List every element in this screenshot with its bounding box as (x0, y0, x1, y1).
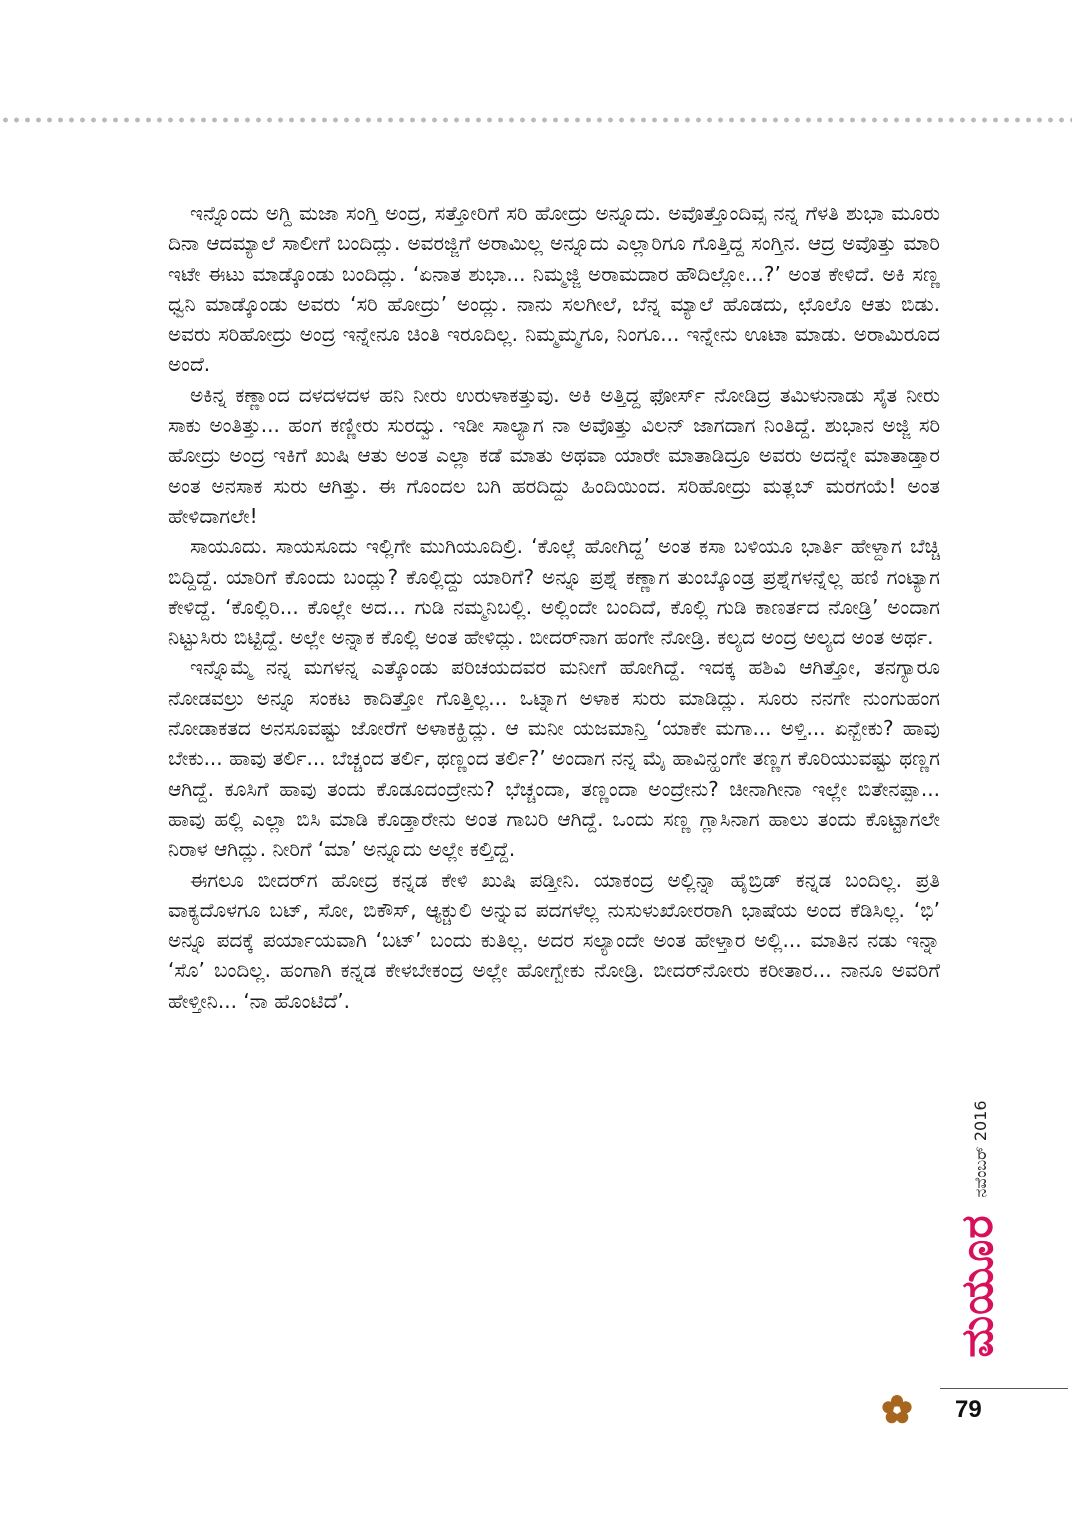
paragraph-2: ಅಕಿನ್ನ ಕಣ್ಣಾಂದ ದಳದಳದಳ ಹನಿ ನೀರು ಉರುಳಾಕತ್ತುವು. ಅಕಿ ಅತ್ತಿದ್ದ ಫೋರ್ಸ್ ನೋಡಿದ್ರ ತಮಿಳುನಾಡು ಸೈತ ನೀರು ಸಾಕು ಅಂತಿತ್ತು... ಹಂಗ ಕಣ್ಣೀರು ಸುರದ್ವು. ಇಡೀ ಸಾಲ್ಯಾಗ ನಾ ಅವೊತ್ತು ವಿಲನ್ ಜಾಗದಾಗ ನಿಂತಿದ್ದೆ. ಶುಭಾನ ಅಜ್ಜಿ ಸರಿ ಹೋದ್ರು ಅಂದ್ರ ಇಕಿಗೆ ಖುಷಿ ಆತು ಅಂತ ಎಲ್ಲಾ ಕಡೆ ಮಾತು ಅಥವಾ ಯಾರೇ ಮಾತಾಡಿದ್ರೂ ಅವರು ಅದನ್ನೇ ಮಾತಾಡ್ತಾರ ಅಂತ ಅನಸಾಕ ಸುರು ಆಗಿತ್ತು. ಈ ಗೊಂದಲ ಬಗಿ ಹರದಿದ್ದು ಹಿಂದಿಯಿಂದ. ಸರಿಹೋದ್ರು ಮತ್ಲಬ್ ಮರಗಯೆ! ಅಂತ ಹೇಳಿದಾಗಲೇ! (168, 382, 940, 528)
paragraph-5: ಈಗಲೂ ಬೀದರ್‌ಗ ಹೋದ್ರ ಕನ್ನಡ ಕೇಳಿ ಖುಷಿ ಪಡ್ತೀನಿ. ಯಾಕಂದ್ರ ಅಲ್ಲಿನ್ನಾ ಹೈಬ್ರಿಡ್ ಕನ್ನಡ ಬಂದಿಲ್ಲ. ಪ್ರತಿ ವಾಕ್ಯದೊಳಗೂ ಬಟ್, ಸೋ, ಬಿಕೌಸ್, ಆ್ಯಕ್ಚುಲಿ ಅನ್ನುವ ಪದಗಳೆಲ್ಲ ನುಸುಳುಖೋರರಾಗಿ ಭಾಷೆಯ ಅಂದ ಕೆಡಿಸಿಲ್ಲ. ‘ಭಿ’ ಅನ್ನೂ ಪದಕ್ಕೆ ಪರ್ಯಾಯವಾಗಿ ‘ಬಟ್’ ಬಂದು ಕುತಿಲ್ಲ. ಅದರ ಸಲ್ಯಾಂದೇ ಅಂತ ಹೇಳ್ತಾರ ಅಲ್ಲಿ... ಮಾತಿನ ನಡು ಇನ್ನಾ ‘ಸೊ’ ಬಂದಿಲ್ಲ. ಹಂಗಾಗಿ ಕನ್ನಡ ಕೇಳಬೇಕಂದ್ರ ಅಲ್ಲೇ ಹೋಗ್ಬೇಕು ನೋಡ್ರಿ. ಬೀದರ್‌ನೋರು ಕರೀತಾರ... ನಾನೂ ಅವರಿಗೆ ಹೇಳ್ತೀನಿ... ‘ನಾ ಹೊಂಟಿದೆ’. (168, 867, 940, 1013)
paragraph-3: ಸಾಯೂದು. ಸಾಯಸೂದು ಇಲ್ಲಿಗೇ ಮುಗಿಯೂದಿಲ್ರಿ. ‘ಕೊಲ್ಲೆ ಹೋಗಿದ್ದ’ ಅಂತ ಕಸಾ ಬಳಿಯೂ ಭಾರ್ತಿ ಹೇಳ್ದಾಗ ಬೆಚ್ಚಿ ಬಿದ್ದಿದ್ದೆ. ಯಾರಿಗೆ ಕೊಂದು ಬಂದ್ಲು? ಕೊಲ್ಲಿದ್ದು ಯಾರಿಗೆ? ಅನ್ನೂ ಪ್ರಶ್ನೆ ಕಣ್ಣಾಗ ತುಂಬ್ಕೊಂಡ್ರ ಪ್ರಶ್ನೆಗಳನ್ನೆಲ್ಲ ಹಣಿ ಗಂಟ್ಯಾಗ ಕೇಳಿದ್ದೆ. ‘ಕೊಲ್ಲಿರಿ... ಕೊಲ್ಲೇ ಅದ... ಗುಡಿ ನಮ್ಮನಿಬಲ್ಲಿ. ಅಲ್ಲಿಂದೇ ಬಂದಿದೆ, ಕೊಲ್ಲಿ ಗುಡಿ ಕಾಣರ್ತದ ನೋಡ್ರಿ’ ಅಂದಾಗ ನಿಟ್ಟುಸಿರು ಬಿಟ್ಟಿದ್ದೆ. ಅಲ್ಲೇ ಅನ್ನಾಕ ಕೊಲ್ಲಿ ಅಂತ ಹೇಳಿದ್ಲು. ಬೀದರ್‌ನಾಗ ಹಂಗೇ ನೋಡ್ರಿ. ಕಲ್ಯದ ಅಂದ್ರ ಅಲ್ಯದ ಅಂತ ಅರ್ಥ. (168, 534, 940, 650)
issue-date (968, 1100, 994, 1200)
article-body (168, 198, 940, 1016)
issue-date-label: ನವೆಂಬರ್ 2016 (971, 1100, 990, 1198)
page-number: 79 (955, 1396, 982, 1423)
magazine-logo (947, 1214, 1007, 1378)
flower-icon (880, 1393, 914, 1427)
paragraph-1: ಇನ್ನೊಂದು ಅಗ್ದಿ ಮಜಾ ಸಂಗ್ತಿ ಅಂದ್ರ, ಸತ್ತೋರಿಗೆ ಸರಿ ಹೋದ್ರು ಅನ್ನೂದು. ಅವೊತ್ತೊಂದಿವ್ಸ ನನ್ನ ಗೆಳತಿ ಶುಭಾ ಮೂರು ದಿನಾ ಆದಮ್ಯಾಲೆ ಸಾಲೀಗೆ ಬಂದಿದ್ಲು. ಅವರಜ್ಜಿಗೆ ಅರಾಮಿಲ್ಲ ಅನ್ನೂದು ಎಲ್ಲಾರಿಗೂ ಗೊತ್ತಿದ್ದ ಸಂಗ್ತಿನ. ಆದ್ರ ಅವೊತ್ತು ಮಾರಿ ಇಟೇ ಈಟು ಮಾಡ್ಕೊಂಡು ಬಂದಿದ್ಲು. ‘ಏನಾತ ಶುಭಾ... ನಿಮ್ಮಜ್ಜಿ ಅರಾಮದಾರ ಹೌದಿಲ್ಲೋ...?’ ಅಂತ ಕೇಳಿದೆ. ಅಕಿ ಸಣ್ಣ ಧ್ವನಿ ಮಾಡ್ಕೊಂಡು ಅವರು ‘ಸರಿ ಹೋದ್ರು’ ಅಂದ್ಲು. ನಾನು ಸಲಗೀಲೆ, ಬೆನ್ನ ಮ್ಯಾಲೆ ಹೊಡದು, ಛೊಲೊ ಆತು ಬಿಡು. ಅವರು ಸರಿಹೋದ್ರು ಅಂದ್ರ ಇನ್ನೇನೂ ಚಿಂತಿ ಇರೂದಿಲ್ಲ. ನಿಮ್ಮಮ್ಮಗೂ, ನಿಂಗೂ... ಇನ್ನೇನು ಊಟಾ ಮಾಡು. ಅರಾಮಿರೂದ ಅಂದೆ. (168, 201, 940, 377)
magazine-name: ಮಯೂರ (952, 1214, 1003, 1358)
footer-rule (940, 1388, 1068, 1389)
dotted-separator (0, 116, 1072, 124)
paragraph-4: ಇನ್ನೊಮ್ಮೆ ನನ್ನ ಮಗಳನ್ನ ಎತ್ಕೊಂಡು ಪರಿಚಯದವರ ಮನೀಗೆ ಹೋಗಿದ್ದೆ. ಇದಕ್ಕ ಹಶಿವಿ ಆಗಿತ್ತೋ, ತನಗ್ಯಾರೂ ನೋಡವಲ್ರು ಅನ್ನೂ ಸಂಕಟ ಕಾದಿತ್ತೋ ಗೊತ್ತಿಲ್ಲ... ಒಟ್ನಾಗ ಅಳಾಕ ಸುರು ಮಾಡಿದ್ಲು. ಸೂರು ನನಗೇ ನುಂಗುಹಂಗ ನೋಡಾಕತದ ಅನಸೂವಷ್ಟು ಜೋರೆಗೆ ಅಳಾಕಕ್ಹಿದ್ಲು. ಆ ಮನೀ ಯಜಮಾನ್ತಿ ‘ಯಾಕೇ ಮಗಾ... ಅಳ್ತಿ... ಏನ್ಬೇಕು? ಹಾವು ಬೇಕು... ಹಾವು ತರ್ಲಿ... ಬೆಚ್ಚಂದ ತರ್ಲಿ, ಥಣ್ಣಂದ ತರ್ಲಿ?’ ಅಂದಾಗ ನನ್ನ ಮೈ ಹಾವಿನ್ಹಂಗೇ ತಣ್ಣಗ ಕೊರಿಯುವಷ್ಟು ಥಣ್ಣಗ ಆಗಿದ್ದೆ. ಕೂಸಿಗೆ ಹಾವು ತಂದು ಕೊಡೂದಂದ್ರೇನು? ಭೆಚ್ಚಂದಾ, ತಣ್ಣಂದಾ ಅಂದ್ರೇನು? ಚೀನಾಗೀನಾ ಇಲ್ಲೇ ಬಿತೇನಪ್ಪಾ... ಹಾವು ಹಲ್ಲಿ ಎಲ್ಲಾ ಬಿಸಿ ಮಾಡಿ ಕೊಡ್ತಾರೇನು ಅಂತ ಗಾಬರಿ ಆಗಿದ್ದೆ. ಒಂದು ಸಣ್ಣ ಗ್ಲಾಸಿನಾಗ ಹಾಲು ತಂದು ಕೊಟ್ಟಾಗಲೇ ನಿರಾಳ ಆಗಿದ್ಲು. ನೀರಿಗೆ ‘ಮಾ’ ಅನ್ನೂದು ಅಲ್ಲೇ ಕಲ್ತಿದ್ದೆ. (168, 655, 940, 862)
